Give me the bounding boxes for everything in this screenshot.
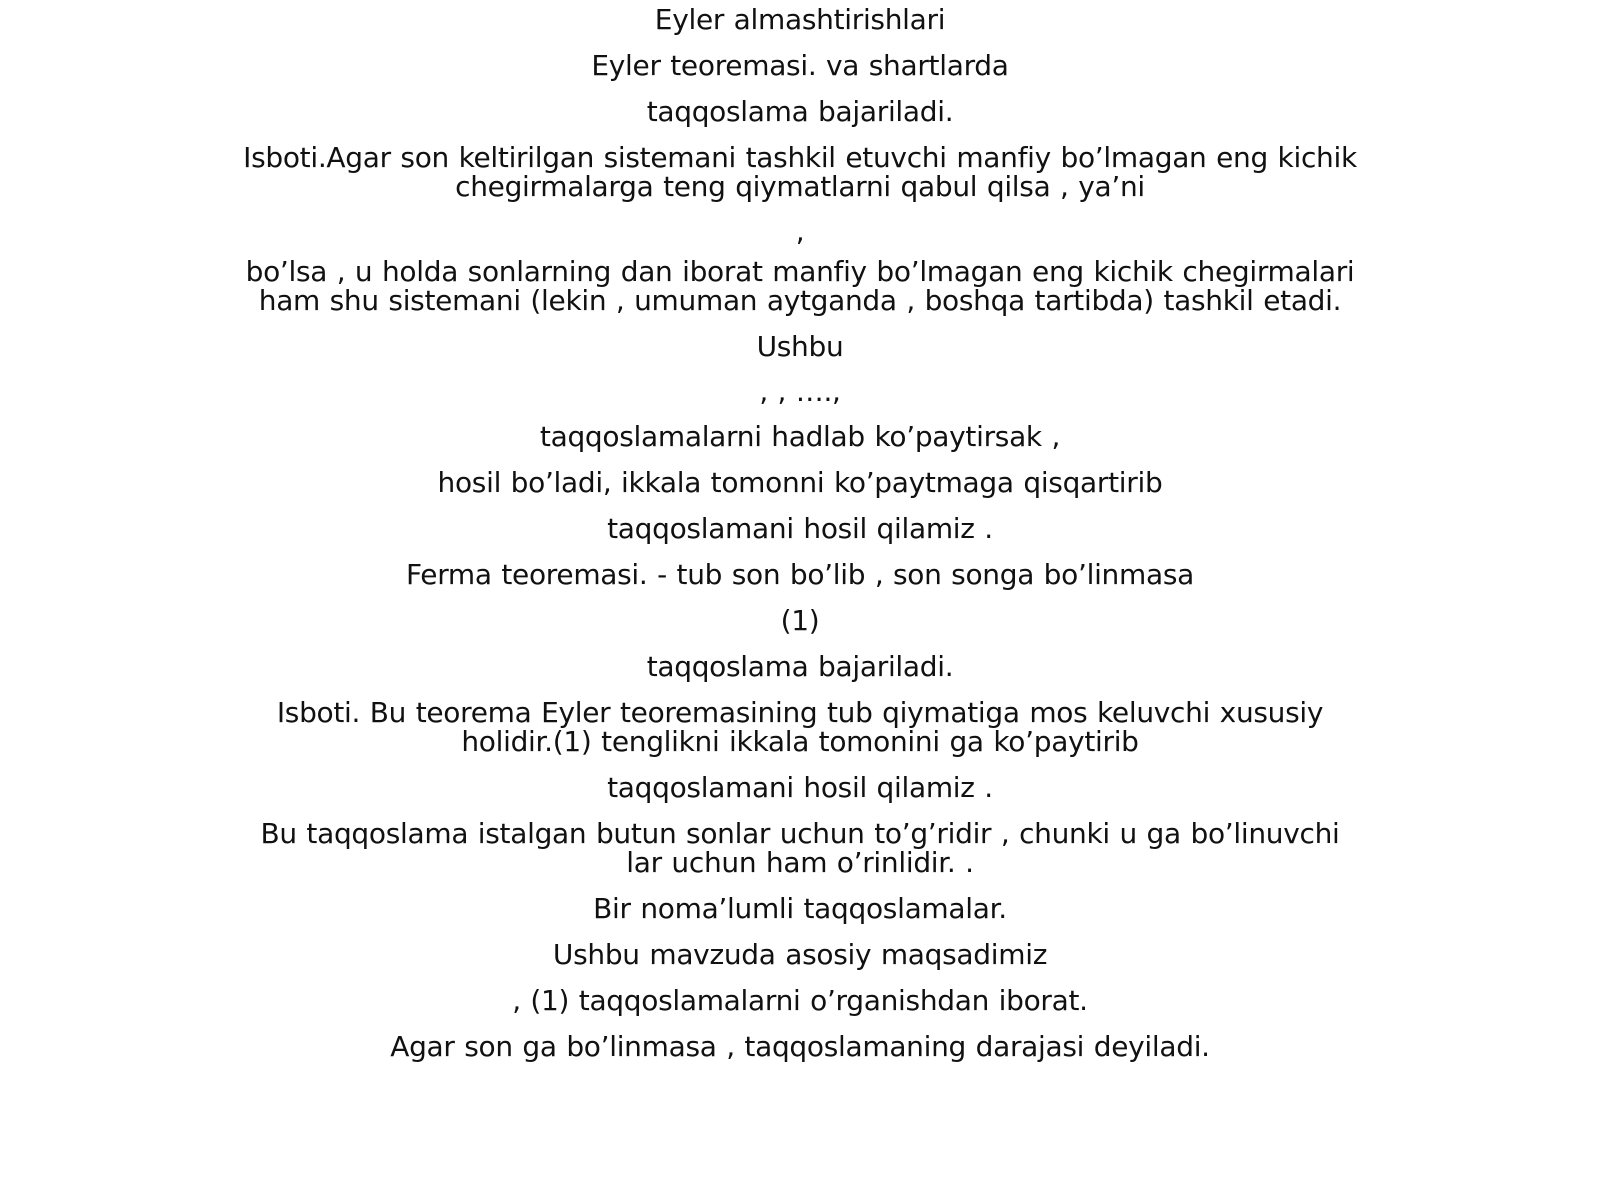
text-line: taqqoslamani hosil qilamiz .: [607, 771, 993, 804]
text-line: , , ….,: [759, 375, 841, 408]
text-line: ,: [795, 215, 805, 248]
text-line: (1): [780, 604, 820, 637]
title-line: Eyler almashtirishlari: [654, 3, 946, 36]
text-line: Bir noma’lumli taqqoslamalar.: [593, 892, 1007, 925]
text-line: hosil bo’ladi, ikkala tomonni ko’paytmaga qisqartirib: [437, 466, 1163, 499]
text-line: taqqoslama bajariladi.: [646, 95, 954, 128]
text-line: taqqoslama bajariladi.: [646, 650, 954, 683]
paragraph: Isboti. Bu teorema Eyler teoremasining tub qiymatiga mos keluvchi xususiy holidir.(1) tenglikni ikkala tomonini ga ko’paytirib: [276, 696, 1324, 758]
text-line: Agar son ga bo’linmasa , taqqoslamaning darajasi deyiladi.: [390, 1030, 1210, 1063]
text-line: taqqoslamalarni hadlab ko’paytirsak ,: [539, 420, 1061, 453]
text-line: Ushbu mavzuda asosiy maqsadimiz: [552, 938, 1048, 971]
text-line: , (1) taqqoslamalarni o’rganishdan iborat.: [512, 984, 1088, 1017]
paragraph: Bu taqqoslama istalgan butun sonlar uchun to’g’ridir , chunki u ga bo’linuvchi lar uchun ham o’rinlidir. .: [260, 817, 1340, 879]
text-line: taqqoslamani hosil qilamiz .: [607, 512, 993, 545]
paragraph: Isboti.Agar son keltirilgan sistemani tashkil etuvchi manfiy bo’lmagan eng kichik chegirmalarga teng qiymatlarni qabul qilsa , ya’ni: [243, 141, 1357, 203]
text-line: Ferma teoremasi. - tub son bo’lib , son songa bo’linmasa: [406, 558, 1194, 591]
paragraph: bo’lsa , u holda sonlarning dan iborat manfiy bo’lmagan eng kichik chegirmalari ham shu sistemani (lekin , umuman aytganda , boshqa tartibda) tashkil etadi.: [245, 255, 1355, 317]
text-line: Eyler teoremasi. va shartlarda: [591, 49, 1009, 82]
text-line: Ushbu: [756, 330, 844, 363]
